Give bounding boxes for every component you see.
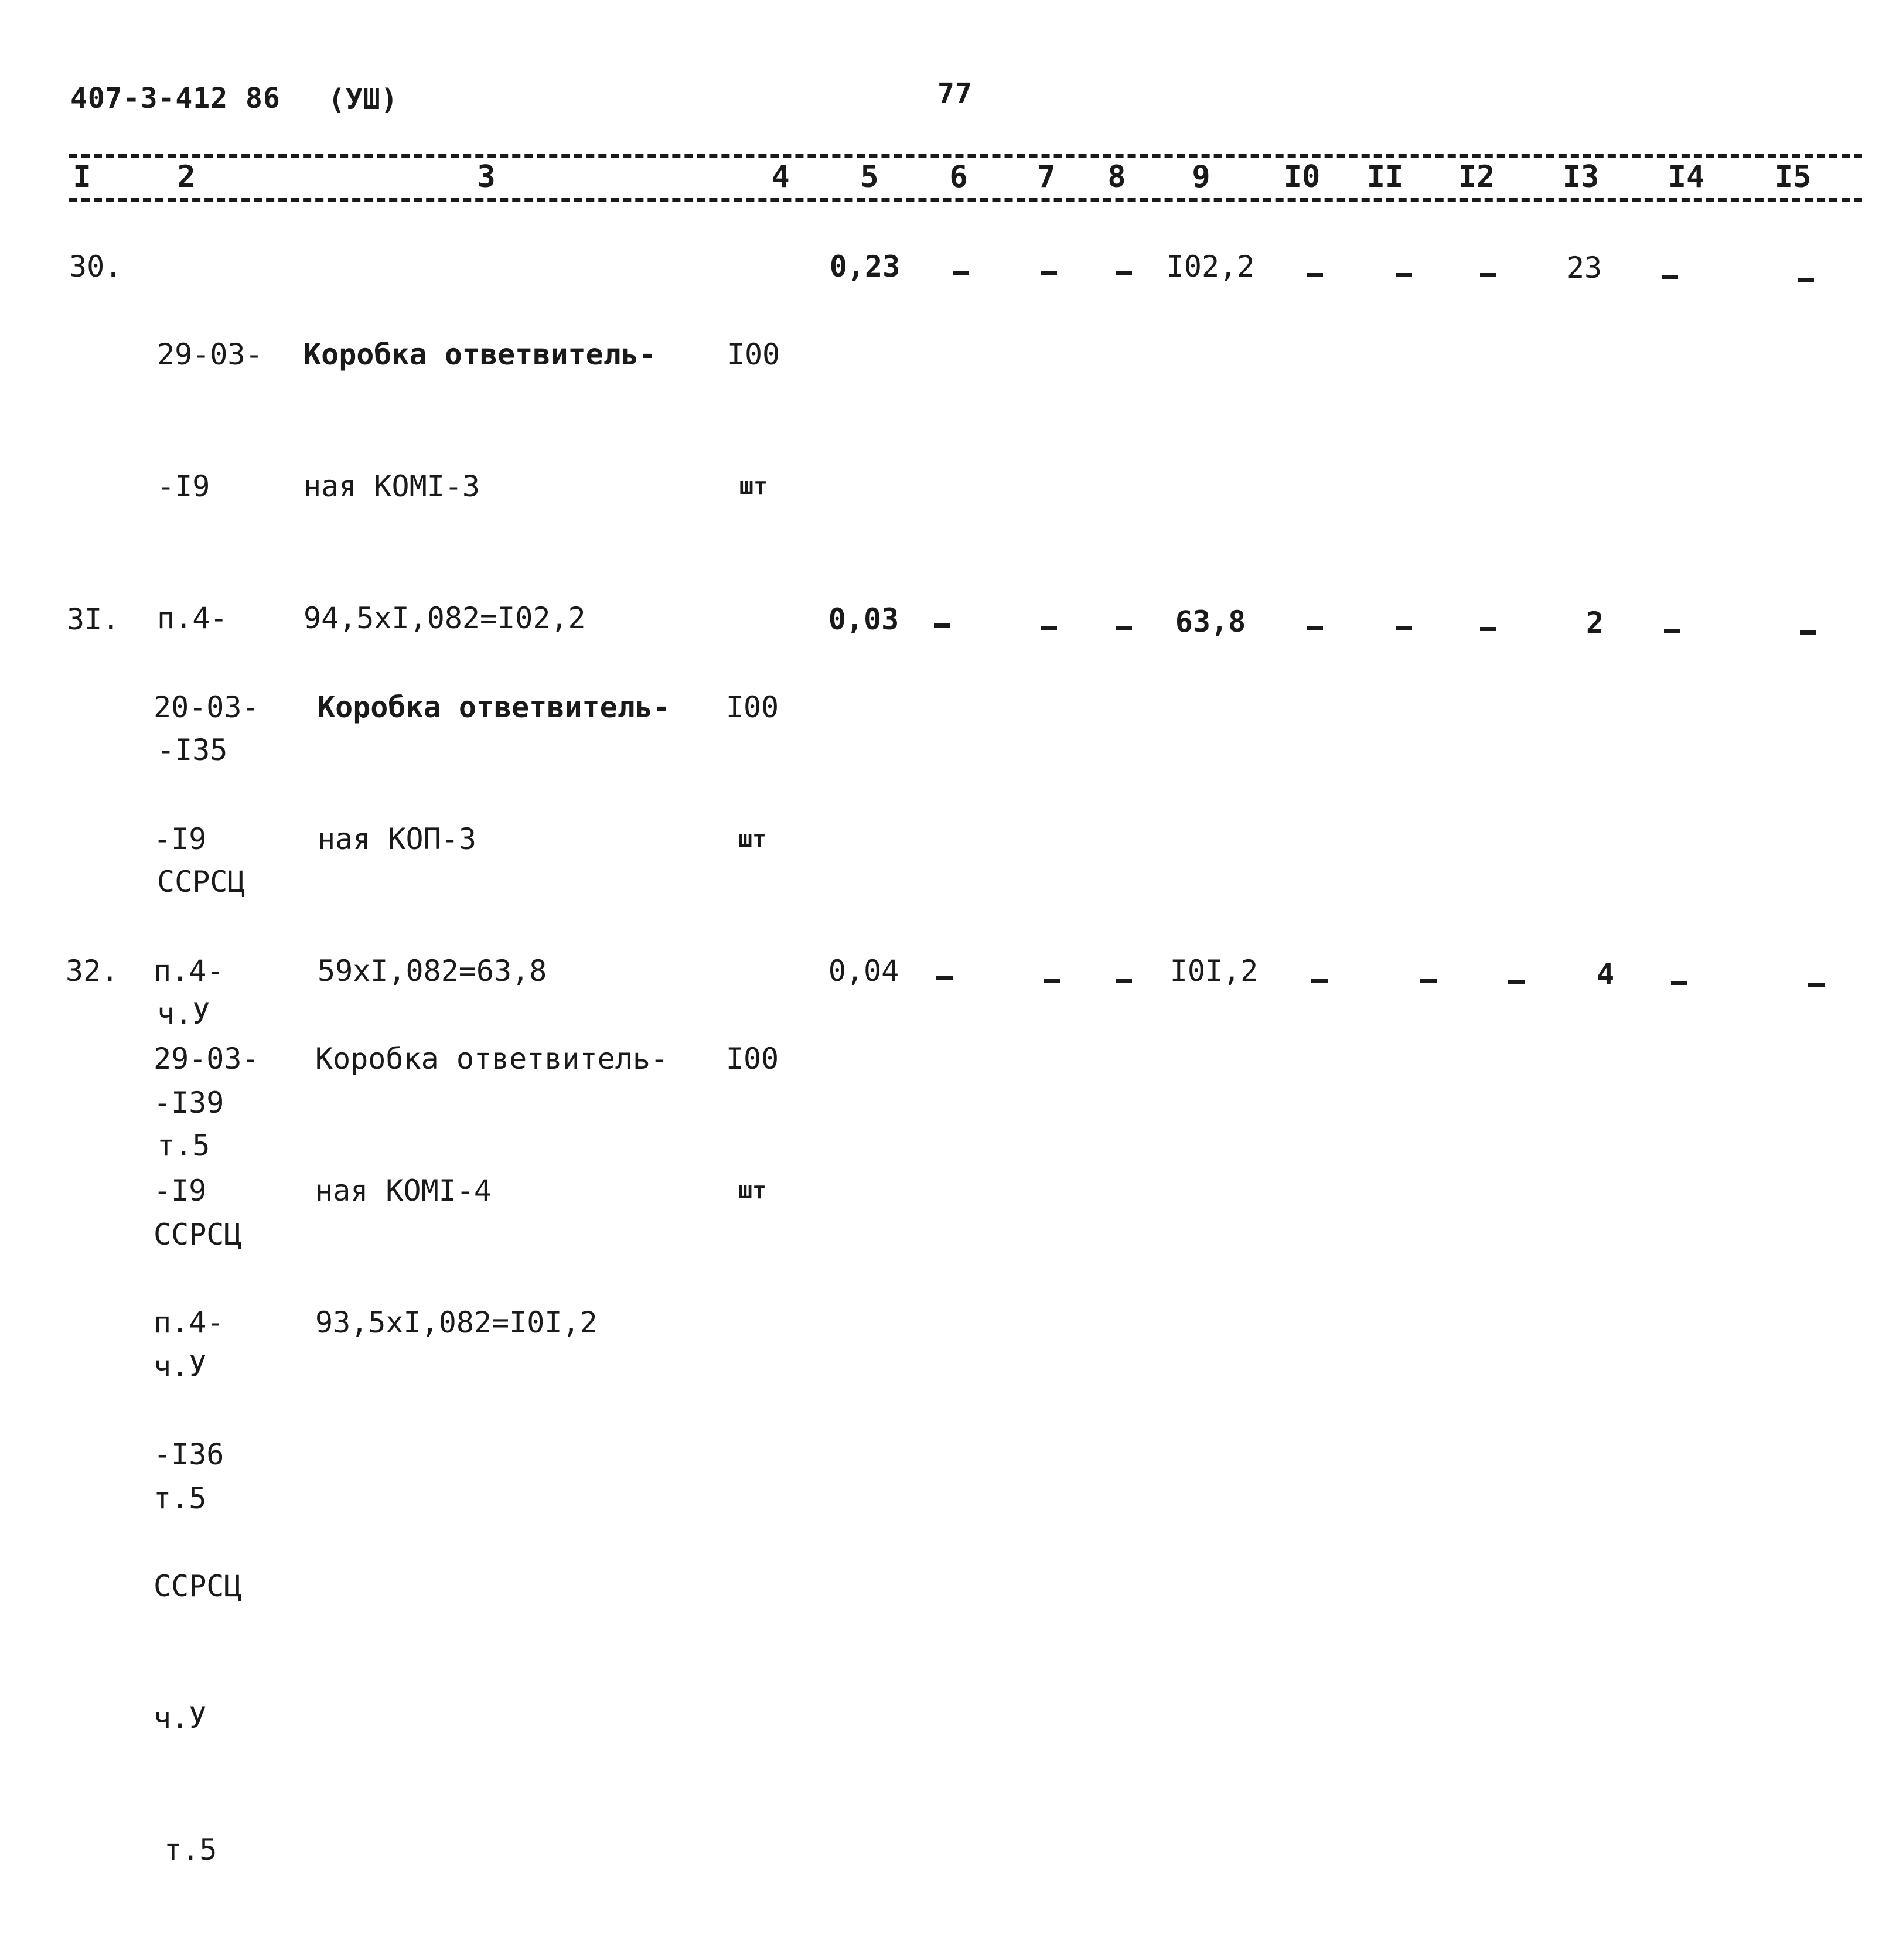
col12-dash (1480, 627, 1496, 631)
unit-label: шт (739, 473, 768, 500)
column-number: 5 (860, 159, 879, 195)
row-number: 30. (69, 250, 122, 284)
col5-value: 0,04 (828, 954, 899, 988)
column-number: 3 (477, 159, 496, 195)
description-line: ная КОМI-3 (304, 469, 480, 503)
column-number: 8 (1107, 159, 1126, 195)
description-line: 93,5хI,082=I0I,2 (315, 1305, 598, 1339)
reference-line: -I9 (154, 1174, 207, 1208)
col8-dash (1116, 271, 1132, 275)
col10-dash (1307, 626, 1323, 630)
description-line: Коробка ответвитель- (318, 690, 671, 724)
reference-line: т.5 (164, 1833, 217, 1867)
col14-dash (1662, 275, 1678, 279)
col14-dash (1664, 629, 1680, 633)
column-number: I5 (1774, 159, 1812, 195)
col11-dash (1396, 273, 1412, 277)
reference-cell (154, 949, 295, 1960)
col5-value: 0,23 (829, 250, 901, 284)
description-line: ная КОМI-4 (315, 1174, 492, 1208)
reference-line: п.4- (154, 1305, 224, 1339)
reference-line: -I36 (154, 1437, 224, 1471)
col14-dash (1671, 981, 1687, 985)
col10-dash (1307, 273, 1323, 277)
reference-line: ч.У (154, 1349, 207, 1383)
col11-dash (1420, 979, 1437, 983)
reference-line: ч.У (157, 997, 210, 1031)
description-line: 59хI,082=63,8 (318, 954, 547, 988)
col12-dash (1508, 980, 1525, 984)
unit-label: шт (738, 826, 767, 853)
reference-line: ССРСЦ (154, 1569, 242, 1603)
unit-label: шт (738, 1177, 767, 1204)
column-number: 7 (1037, 159, 1056, 195)
col11-dash (1396, 626, 1412, 630)
col15-dash (1798, 278, 1814, 282)
col13-value: 4 (1596, 957, 1615, 991)
reference-line: 29-03- (157, 338, 263, 371)
column-number: II (1366, 159, 1404, 195)
reference-line: -I35 (157, 733, 228, 767)
table-header-bottom-rule (69, 198, 1862, 202)
reference-line: -I9 (157, 469, 210, 503)
column-number: I2 (1458, 159, 1495, 195)
description-line: Коробка ответвитель- (315, 1042, 669, 1076)
reference-line: 29-03- (154, 1042, 260, 1076)
col8-dash (1116, 626, 1132, 630)
column-number: 2 (177, 159, 196, 195)
unit-cell (683, 245, 824, 596)
col10-dash (1311, 979, 1328, 983)
column-number: 4 (771, 159, 790, 195)
col9-value: 63,8 (1175, 605, 1246, 639)
reference-line: ч.У (154, 1701, 207, 1735)
col7-dash (1041, 626, 1057, 630)
reference-line: -I9 (154, 822, 207, 856)
col5-value: 0,03 (828, 602, 899, 636)
col6-dash (936, 976, 953, 980)
col6-dash (953, 271, 969, 275)
reference-line: -I39 (154, 1086, 224, 1120)
section-label: (УШ) (328, 83, 398, 116)
unit-quantity: I00 (727, 338, 780, 371)
reference-line: т.5 (154, 1481, 207, 1515)
document-code: 407-3-412 86 (70, 82, 281, 115)
unit-cell (682, 949, 823, 1301)
page-number: 77 (937, 77, 973, 110)
unit-quantity: I00 (725, 690, 779, 724)
col9-value: I02,2 (1166, 250, 1255, 284)
reference-line: п.4- (154, 954, 224, 988)
col13-value: 2 (1585, 606, 1604, 640)
col7-dash (1041, 271, 1057, 275)
description-line: 94,5хI,082=I02,2 (304, 601, 586, 635)
col15-dash (1808, 983, 1825, 987)
column-number: 9 (1192, 159, 1210, 195)
column-number: 6 (949, 159, 968, 195)
description-line: Коробка ответвитель- (304, 338, 657, 371)
col13-value: 23 (1566, 251, 1602, 285)
row-number: 32. (66, 954, 119, 988)
description-line: ная КОП-3 (318, 822, 476, 856)
column-number: I (73, 159, 91, 195)
column-number: I4 (1667, 159, 1705, 195)
table-header-top-rule (69, 154, 1862, 158)
reference-line: 20-03- (154, 690, 260, 724)
col15-dash (1800, 630, 1816, 635)
reference-line: ССРСЦ (157, 865, 245, 899)
reference-line: ССРСЦ (154, 1218, 242, 1252)
col6-dash (934, 623, 950, 628)
unit-quantity: I00 (725, 1042, 779, 1076)
column-number: I3 (1562, 159, 1600, 195)
col8-dash (1116, 979, 1132, 983)
col9-value: I0I,2 (1169, 954, 1259, 988)
reference-line: п.4- (157, 601, 228, 635)
col7-dash (1044, 979, 1060, 983)
col12-dash (1480, 273, 1496, 277)
description-cell (315, 949, 668, 1433)
column-number: I0 (1283, 159, 1321, 195)
reference-line: т.5 (157, 1129, 210, 1163)
unit-cell (682, 598, 823, 949)
row-number: 3I. (67, 602, 120, 636)
